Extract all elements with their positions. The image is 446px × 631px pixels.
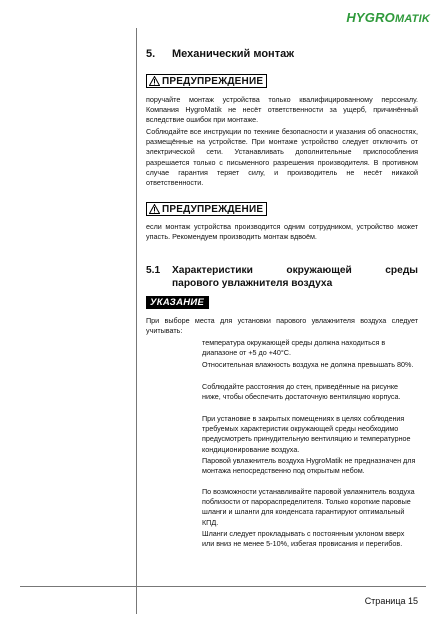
section-heading <box>146 48 294 60</box>
paragraph-two-person-install: если монтаж устройства производится одним сотрудником, устройство может упасть. Рекомендуем производить монтаж вдвоём. <box>146 222 418 242</box>
section-title: Механический монтаж <box>172 48 294 60</box>
page-number: Страница 15 <box>364 596 418 606</box>
logo-part2: MATIK <box>394 13 430 25</box>
paragraph-location-intro: При выборе места для установки парового увлажнителя воздуха следует учитывать: <box>146 316 418 336</box>
subsection-number: 5.1 <box>146 265 161 276</box>
list-item: Паровой увлажнитель воздуха HygroMatik не предназначен для монтажа непосредственно под открытым небом. <box>202 456 416 476</box>
subsection-title-line2: парового увлажнителя воздуха <box>172 278 333 289</box>
warning-triangle-icon <box>149 76 160 86</box>
warning-label-2: ПРЕДУПРЕЖДЕНИЕ <box>162 203 264 215</box>
list-item: Шланги следует прокладывать с постоянным уклоном вверх или вниз не менее 5-10%, избегая провисания и перегибов. <box>202 529 405 549</box>
note-badge <box>146 296 209 309</box>
list-item: При установке в закрытых помещениях в целях соблюдения требуемых характеристик окружающей среды необходимо предусмотреть принудительную вентиляцию и температурное кондиционирование воздуха. <box>202 414 411 454</box>
list-item: Относительная влажность воздуха не должна превышать 80%. <box>202 360 414 369</box>
logo-part1: HYGRO <box>346 10 395 25</box>
margin-rule <box>136 28 137 614</box>
footer-rule <box>20 586 426 587</box>
warning-box-2 <box>146 202 267 216</box>
warning-box-1 <box>146 74 267 88</box>
paragraph-qualified-personnel: поручайте монтаж устройства только квалифицированному персоналу. Компания HygroMatik не несёт ответственности за ущерб, причинённый вследствие ошибок при монтаже. <box>146 95 418 125</box>
paragraph-safety-instructions: Соблюдайте все инструкции по технике безопасности и указания об опасностях, размещённые на устройстве. При монтаже устройство следует отключить от электрической сети. Устанавливать дополнительные приспособления разрешается только с письменного разрешения производителя. В противном случае гарантия теряет силу, и производитель не несёт никакой ответственности. <box>146 127 418 188</box>
note-label: УКАЗАНИЕ <box>150 297 205 308</box>
warning-triangle-icon <box>149 204 160 214</box>
list-item: температура окружающей среды должна находиться в диапазоне от +5 до +40°C. <box>202 338 386 358</box>
subsection-title-line1: Характеристики окружающей среды <box>172 265 418 276</box>
section-number: 5. <box>146 48 156 60</box>
list-item: Соблюдайте расстояния до стен, приведённые на рисунке ниже, чтобы обеспечить достаточную вентиляцию корпуса. <box>202 382 401 402</box>
list-item: По возможности устанавливайте паровой увлажнитель воздуха поблизости от парораспределителя. Только короткие паровые шланги и шланги для конденсата гарантируют оптимальный КПД. <box>202 487 415 527</box>
warning-label-1: ПРЕДУПРЕЖДЕНИЕ <box>162 75 264 87</box>
hygromatik-logo <box>346 10 430 25</box>
